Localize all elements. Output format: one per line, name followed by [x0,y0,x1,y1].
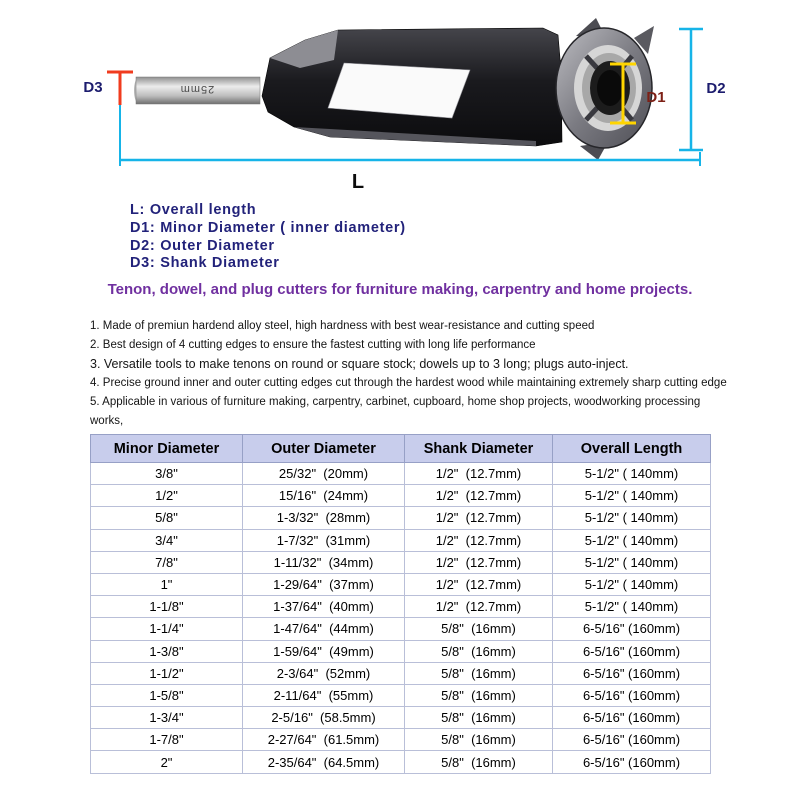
table-cell: 6-5/16" (160mm) [553,640,711,662]
table-cell: 1/2" [91,485,243,507]
feature-item-1: 1. Made of premiun hardend alloy steel, high hardness with best wear-resistance and cutting speed [90,320,595,332]
cutter-head [556,18,654,160]
table-cell: 1-3/4" [91,707,243,729]
table-cell: 1-37/64" (40mm) [243,596,405,618]
spec-table-body [91,463,711,774]
table-cell: 5-1/2" ( 140mm) [553,485,711,507]
table-row [91,662,711,684]
table-cell: 3/4" [91,529,243,551]
tool-body [262,28,562,146]
table-cell: 1" [91,573,243,595]
feature-item-3: 3. Versatile tools to make tenons on round or square stock; dowels up to 3 long; plugs auto-inject. [90,357,629,371]
table-cell: 2-11/64" (55mm) [243,684,405,706]
table-cell: 5/8" (16mm) [405,662,553,684]
legend-item-d2: D2: Outer Diameter [130,237,275,254]
table-cell: 1-1/8" [91,596,243,618]
table-row [91,529,711,551]
ejection-slot [328,63,470,118]
table-cell: 1-5/8" [91,684,243,706]
table-header-row [91,435,711,463]
shank-size-marking: 25mm [179,83,215,95]
table-cell: 3/8" [91,463,243,485]
table-cell: 5/8" (16mm) [405,684,553,706]
table-cell: 1/2" (12.7mm) [405,463,553,485]
table-cell: 1-47/64" (44mm) [243,618,405,640]
l-label: L [351,171,365,193]
table-cell: 1/2" (12.7mm) [405,573,553,595]
table-cell: 1-3/32" (28mm) [243,507,405,529]
table-row [91,751,711,773]
table-cell: 1-3/8" [91,640,243,662]
column-header-overall-length: Overall Length [553,435,711,463]
feature-item-5: 5. Applicable in various of furniture making, carpentry, carbinet, cupboard, home shop projects, woodworking processing works, [90,396,701,427]
table-cell: 2-27/64" (61.5mm) [243,729,405,751]
table-cell: 6-5/16" (160mm) [553,684,711,706]
table-row [91,707,711,729]
table-cell: 5-1/2" ( 140mm) [553,529,711,551]
table-cell: 2-35/64" (64.5mm) [243,751,405,773]
d2-dimension [679,29,726,150]
table-cell: 2-3/64" (52mm) [243,662,405,684]
table-cell: 5/8" (16mm) [405,751,553,773]
table-cell: 6-5/16" (160mm) [553,707,711,729]
column-header-outer-diameter: Outer Diameter [243,435,405,463]
table-row [91,596,711,618]
table-row [91,551,711,573]
table-row [91,573,711,595]
table-cell: 1-1/4" [91,618,243,640]
table-cell: 6-5/16" (160mm) [553,751,711,773]
table-row [91,729,711,751]
table-cell: 1-7/32" (31mm) [243,529,405,551]
table-cell: 25/32" (20mm) [243,463,405,485]
legend-item-l: L: Overall length [130,202,257,218]
table-cell: 2-5/16" (58.5mm) [243,707,405,729]
table-cell: 5/8" [91,507,243,529]
dimension-legend [130,202,406,273]
table-cell: 1-29/64" (37mm) [243,573,405,595]
table-row [91,684,711,706]
feature-item-4: 4. Precise ground inner and outer cutting edges cut through the hardest wood while maintaining extremely sharp cutting edge [90,377,727,389]
spec-table [90,434,711,774]
table-cell: 1-7/8" [91,729,243,751]
d1-label: D1 [646,89,666,106]
d3-label: D3 [83,79,103,96]
table-cell: 5/8" (16mm) [405,618,553,640]
feature-list [90,317,730,431]
table-cell: 5-1/2" ( 140mm) [553,573,711,595]
table-cell: 15/16" (24mm) [243,485,405,507]
table-cell: 5/8" (16mm) [405,640,553,662]
table-row [91,485,711,507]
table-cell: 7/8" [91,551,243,573]
table-cell: 5-1/2" ( 140mm) [553,463,711,485]
table-cell: 5/8" (16mm) [405,707,553,729]
d2-label: D2 [706,80,726,97]
table-cell: 5-1/2" ( 140mm) [553,551,711,573]
feature-item-2: 2. Best design of 4 cutting edges to ensure the fastest cutting with long life performance [90,339,536,351]
legend-item-d1: D1: Minor Diameter ( inner diameter) [130,219,406,236]
table-cell: 6-5/16" (160mm) [553,662,711,684]
table-cell: 2" [91,751,243,773]
table-row [91,507,711,529]
legend-item-d3: D3: Shank Diameter [130,255,280,272]
table-cell: 6-5/16" (160mm) [553,618,711,640]
table-cell: 1/2" (12.7mm) [405,529,553,551]
table-cell: 1-11/32" (34mm) [243,551,405,573]
table-cell: 5-1/2" ( 140mm) [553,596,711,618]
table-row [91,618,711,640]
product-headline: Tenon, dowel, and plug cutters for furniture making, carpentry and home projects. [107,281,693,298]
tool-diagram [0,0,800,200]
table-cell: 1/2" (12.7mm) [405,596,553,618]
table-cell: 1/2" (12.7mm) [405,551,553,573]
table-cell: 5/8" (16mm) [405,729,553,751]
table-cell: 1-1/2" [91,662,243,684]
tool-shank [134,77,260,104]
table-cell: 1/2" (12.7mm) [405,485,553,507]
table-row [91,640,711,662]
table-cell: 6-5/16" (160mm) [553,729,711,751]
table-cell: 1-59/64" (49mm) [243,640,405,662]
d3-dimension [83,72,133,105]
table-cell: 5-1/2" ( 140mm) [553,507,711,529]
column-header-minor-diameter: Minor Diameter [91,435,243,463]
table-row [91,463,711,485]
table-cell: 1/2" (12.7mm) [405,507,553,529]
column-header-shank-diameter: Shank Diameter [405,435,553,463]
